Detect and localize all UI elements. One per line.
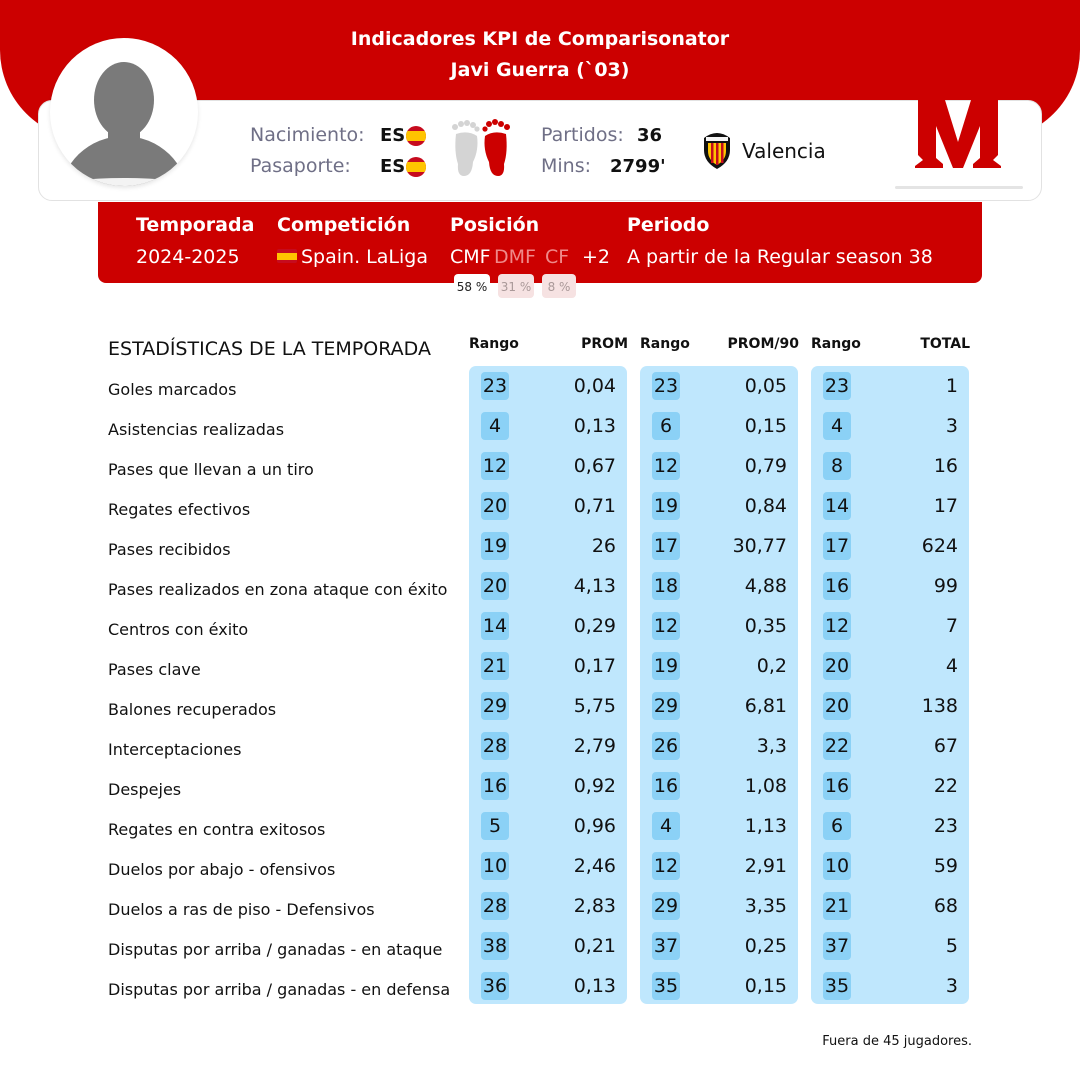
stat-value: 0,17 (573, 655, 616, 677)
rank-badge: 6 (652, 412, 680, 440)
mins-label: Mins: (541, 155, 592, 177)
feet-icon (448, 118, 514, 180)
rank-badge: 38 (481, 932, 509, 960)
stat-label: Balones recuperados (108, 700, 277, 719)
position-pct-badge: 58 % (454, 274, 490, 298)
page-title: Indicadores KPI de Comparisonator (350, 28, 730, 50)
stat-value: 2,83 (573, 895, 616, 917)
stat-value: 0,35 (744, 615, 787, 637)
passport-label: Pasaporte: (250, 155, 351, 177)
stat-value: 4,13 (573, 575, 616, 597)
stat-value: 0,92 (573, 775, 616, 797)
stat-value: 0,21 (573, 935, 616, 957)
rank-badge: 16 (823, 572, 851, 600)
player-name: Javi Guerra (`03) (450, 59, 630, 81)
stat-value: 17 (933, 495, 958, 517)
stat-value: 1,13 (744, 815, 787, 837)
position-secondary: DMF (494, 246, 536, 268)
stat-value: 0,2 (756, 655, 787, 677)
rank-badge: 36 (481, 972, 509, 1000)
position-primary: CMF (450, 246, 491, 268)
position-header: Posición (450, 214, 540, 236)
stat-value: 3 (945, 415, 958, 437)
rank-badge: 4 (823, 412, 851, 440)
stat-label: Regates en contra exitosos (108, 820, 326, 839)
marca-logo (893, 100, 1023, 190)
stat-value: 0,67 (573, 455, 616, 477)
rank-badge: 23 (481, 372, 509, 400)
birth-label: Nacimiento: (250, 124, 365, 146)
stat-value: 26 (591, 535, 616, 557)
stat-value: 59 (933, 855, 958, 877)
rank-badge: 14 (823, 492, 851, 520)
season-value: 2024-2025 (136, 246, 240, 268)
season-header: Temporada (136, 214, 255, 236)
stat-value: 2,91 (744, 855, 787, 877)
stat-label: Regates efectivos (108, 500, 251, 519)
spain-flag-icon (406, 157, 426, 177)
stat-value: 30,77 (732, 535, 787, 557)
stat-label: Asistencias realizadas (108, 420, 285, 439)
column-header-rank: Rango (469, 336, 519, 352)
stat-value: 16 (933, 455, 958, 477)
rank-badge: 19 (481, 532, 509, 560)
avatar-silhouette-icon (50, 38, 198, 186)
rank-badge: 22 (823, 732, 851, 760)
rank-badge: 8 (823, 452, 851, 480)
stat-value: 0,96 (573, 815, 616, 837)
stat-label: Duelos a ras de piso - Defensivos (108, 900, 375, 919)
stat-value: 0,15 (744, 975, 787, 997)
position-more[interactable]: +2 (582, 246, 611, 268)
avatar (50, 38, 198, 186)
club-name: Valencia (742, 139, 826, 163)
stat-value: 0,05 (744, 375, 787, 397)
stat-value: 0,84 (744, 495, 787, 517)
position-pct-badge: 31 % (498, 274, 534, 298)
stat-label: Pases clave (108, 660, 201, 679)
column-header-total: TOTAL (920, 336, 970, 352)
rank-badge: 16 (652, 772, 680, 800)
stat-value: 0,79 (744, 455, 787, 477)
rank-badge: 26 (652, 732, 680, 760)
period-value: A partir de la Regular season 38 (627, 246, 933, 268)
stat-value: 22 (933, 775, 958, 797)
stat-label: Duelos por abajo - ofensivos (108, 860, 336, 879)
brand-underline (895, 186, 1023, 189)
rank-badge: 16 (823, 772, 851, 800)
stat-value: 67 (933, 735, 958, 757)
matches-label: Partidos: (541, 124, 624, 146)
rank-badge: 37 (652, 932, 680, 960)
mins-value: 2799' (610, 156, 666, 177)
column-header-rank: Rango (811, 336, 861, 352)
rank-badge: 20 (823, 692, 851, 720)
spain-flag-icon (406, 126, 426, 146)
stat-value: 0,71 (573, 495, 616, 517)
rank-badge: 12 (481, 452, 509, 480)
stat-value: 138 (921, 695, 958, 717)
stat-label: Pases que llevan a un tiro (108, 460, 314, 479)
stats-title: ESTADÍSTICAS DE LA TEMPORADA (108, 338, 431, 360)
matches-value: 36 (637, 125, 663, 146)
footnote: Fuera de 45 jugadores. (822, 1034, 972, 1049)
rank-badge: 29 (652, 692, 680, 720)
stat-value: 0,13 (573, 415, 616, 437)
stat-value: 624 (921, 535, 958, 557)
rank-badge: 29 (481, 692, 509, 720)
competition-value: Spain. LaLiga (301, 246, 428, 268)
rank-badge: 18 (652, 572, 680, 600)
rank-badge: 29 (652, 892, 680, 920)
rank-badge: 12 (652, 612, 680, 640)
stat-value: 0,13 (573, 975, 616, 997)
stat-value: 3 (945, 975, 958, 997)
stat-label: Pases recibidos (108, 540, 231, 559)
rank-badge: 10 (823, 852, 851, 880)
stat-value: 2,79 (573, 735, 616, 757)
stat-label: Pases realizados en zona ataque con éxito (108, 580, 448, 599)
rank-badge: 37 (823, 932, 851, 960)
period-header: Periodo (627, 214, 710, 236)
rank-badge: 12 (652, 452, 680, 480)
stat-label: Goles marcados (108, 380, 237, 399)
column-header-avg: PROM (581, 336, 628, 352)
rank-badge: 17 (823, 532, 851, 560)
position-tertiary: CF (545, 246, 570, 268)
stat-value: 3,35 (744, 895, 787, 917)
passport-value: ES (380, 156, 406, 177)
rank-badge: 10 (481, 852, 509, 880)
rank-badge: 6 (823, 812, 851, 840)
stat-value: 5,75 (573, 695, 616, 717)
stat-value: 4 (945, 655, 958, 677)
stat-value: 1 (945, 375, 958, 397)
stat-value: 0,04 (573, 375, 616, 397)
stat-label: Despejes (108, 780, 182, 799)
stat-value: 1,08 (744, 775, 787, 797)
spain-flag-icon (277, 249, 297, 263)
valencia-crest-icon (700, 130, 734, 170)
stat-value: 4,88 (744, 575, 787, 597)
rank-badge: 4 (652, 812, 680, 840)
stat-value: 7 (945, 615, 958, 637)
competition-header: Competición (277, 214, 411, 236)
column-header-rank: Rango (640, 336, 690, 352)
rank-badge: 23 (652, 372, 680, 400)
rank-badge: 28 (481, 892, 509, 920)
stat-value: 0,15 (744, 415, 787, 437)
position-pct-badge: 8 % (542, 274, 576, 298)
stat-value: 2,46 (573, 855, 616, 877)
rank-badge: 21 (481, 652, 509, 680)
column-header-avg90: PROM/90 (727, 336, 799, 352)
rank-badge: 28 (481, 732, 509, 760)
rank-badge: 23 (823, 372, 851, 400)
rank-badge: 12 (652, 852, 680, 880)
stat-value: 5 (945, 935, 958, 957)
rank-badge: 20 (481, 572, 509, 600)
rank-badge: 14 (481, 612, 509, 640)
stat-label: Interceptaciones (108, 740, 242, 759)
stat-label: Centros con éxito (108, 620, 249, 639)
rank-badge: 35 (652, 972, 680, 1000)
stat-value: 99 (933, 575, 958, 597)
stat-label: Disputas por arriba / ganadas - en ataque (108, 940, 443, 959)
rank-badge: 4 (481, 412, 509, 440)
stat-value: 6,81 (744, 695, 787, 717)
stat-value: 0,29 (573, 615, 616, 637)
rank-badge: 21 (823, 892, 851, 920)
rank-badge: 20 (481, 492, 509, 520)
rank-badge: 20 (823, 652, 851, 680)
rank-badge: 5 (481, 812, 509, 840)
stat-label: Disputas por arriba / ganadas - en defensa (108, 980, 451, 999)
birth-value: ES (380, 125, 406, 146)
stat-value: 0,25 (744, 935, 787, 957)
stat-value: 3,3 (756, 735, 787, 757)
rank-badge: 17 (652, 532, 680, 560)
stat-value: 23 (933, 815, 958, 837)
rank-badge: 12 (823, 612, 851, 640)
rank-badge: 19 (652, 492, 680, 520)
stat-value: 68 (933, 895, 958, 917)
rank-badge: 35 (823, 972, 851, 1000)
rank-badge: 19 (652, 652, 680, 680)
rank-badge: 16 (481, 772, 509, 800)
